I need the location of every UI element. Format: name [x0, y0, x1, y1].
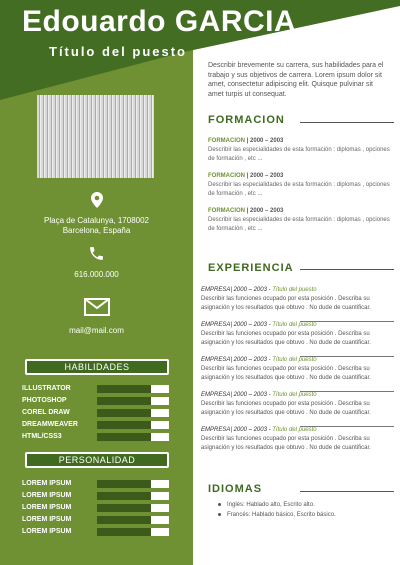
skill-level-fill [97, 421, 151, 429]
skill-level-fill [97, 516, 151, 524]
skill-level-fill [97, 492, 151, 500]
skill-row [22, 528, 170, 536]
experience-role: Título del puesto [272, 427, 317, 433]
skill-level-fill [97, 385, 151, 393]
address-line-1: Plaça de Catalunya, 1708002 [44, 216, 149, 225]
education-item [208, 172, 394, 199]
skill-name: PHOTOSHOP [22, 397, 67, 404]
language-text: Inglés: Hablado alto, Escrito alto. [227, 502, 315, 508]
education-years: 2000 – 2003 [250, 173, 284, 179]
experience-role: Título del puesto [272, 322, 317, 328]
experience-heading: EXPERIENCIA [208, 262, 294, 274]
education-title-line [208, 172, 394, 181]
skill-name: COREL DRAW [22, 409, 70, 416]
skill-level-fill [97, 409, 151, 417]
skill-name: LOREM IPSUM [22, 504, 72, 511]
education-separator: | [245, 138, 251, 144]
skill-row [22, 409, 170, 417]
experience-title-line [201, 356, 394, 365]
skill-level-bar [97, 480, 169, 488]
languages-heading: IDIOMAS [208, 483, 263, 495]
skill-row [22, 492, 170, 500]
education-item [208, 137, 394, 164]
experience-role: Título del puesto [272, 392, 317, 398]
skill-name: LOREM IPSUM [22, 492, 72, 499]
education-label: FORMACION [208, 138, 245, 144]
experience-company: EMPRESA| 2000 – 2003 - [201, 392, 273, 398]
experience-item [201, 391, 394, 418]
skill-level-fill [97, 433, 151, 441]
education-separator: | [245, 208, 251, 214]
language-item [218, 501, 315, 510]
skill-row [22, 480, 170, 488]
education-heading: FORMACION [208, 114, 285, 126]
skill-level-bar [97, 385, 169, 393]
education-description: Describir las especialidades de esta formación : diplomas , opciones de formación , etc ... [208, 182, 390, 197]
education-years: 2000 – 2003 [250, 138, 284, 144]
skill-name: ILLUSTRATOR [22, 385, 71, 392]
languages-divider [300, 491, 394, 492]
skill-row [22, 516, 170, 524]
education-years: 2000 – 2003 [250, 208, 284, 214]
address-line-2: Barcelona, España [62, 226, 131, 235]
experience-company: EMPRESA| 2000 – 2003 - [201, 357, 273, 363]
candidate-name: Edouardo GARCIA [22, 5, 297, 38]
skill-level-bar [97, 492, 169, 500]
skill-level-fill [97, 397, 151, 405]
skill-level-fill [97, 480, 151, 488]
bullet-icon [218, 513, 221, 516]
personality-heading: PERSONALIDAD [25, 452, 169, 468]
skill-row [22, 397, 170, 405]
experience-item [201, 286, 394, 313]
skill-name: HTML/CSS3 [22, 433, 62, 440]
location-pin-icon [0, 192, 193, 213]
skill-level-bar [97, 504, 169, 512]
skill-level-bar [97, 397, 169, 405]
experience-title-line [201, 286, 394, 295]
skill-row [22, 385, 170, 393]
education-item [208, 207, 394, 234]
skill-row [22, 504, 170, 512]
education-divider [300, 122, 394, 123]
skill-level-bar [97, 528, 169, 536]
phone-number: 616.000.000 [74, 270, 119, 279]
bullet-icon [218, 503, 221, 506]
experience-company: EMPRESA| 2000 – 2003 - [201, 287, 273, 293]
experience-company: EMPRESA| 2000 – 2003 - [201, 322, 273, 328]
experience-item [201, 356, 394, 383]
education-label: FORMACION [208, 208, 245, 214]
experience-description: Describir las funciones ocupado por esta posición . Describa su asignación y los resultados que obtuvo . No dude de cuantificar. [201, 401, 371, 416]
experience-role: Título del puesto [272, 357, 317, 363]
education-title-line [208, 137, 394, 146]
experience-item [201, 426, 394, 453]
skill-level-bar [97, 433, 169, 441]
email-address: mail@mail.com [69, 326, 124, 335]
skill-level-bar [97, 409, 169, 417]
experience-description: Describir las funciones ocupado por esta posición . Describa su asignación y los resultados que obtuvo . No dude de cuantificar. [201, 331, 371, 346]
skill-level-fill [97, 528, 151, 536]
envelope-icon [0, 298, 193, 321]
skill-name: LOREM IPSUM [22, 516, 72, 523]
phone-icon [0, 245, 193, 267]
skill-name: LOREM IPSUM [22, 528, 72, 535]
experience-role: Título del puesto [272, 287, 317, 293]
experience-title-line [201, 426, 394, 435]
experience-description: Describir las funciones ocupado por esta posición . Describa su asignación y los resultados que obtuvo . No dude de cuantificar. [201, 366, 371, 381]
skill-level-bar [97, 516, 169, 524]
experience-item [201, 321, 394, 348]
job-title: Título del puesto [49, 44, 187, 59]
experience-description: Describir las funciones ocupado por esta posición . Describa su asignación y los resultados que obtuvo . No dude de cuantificar. [201, 296, 371, 311]
education-description: Describir las especialidades de esta formación : diplomas , opciones de formación , etc ... [208, 147, 390, 162]
skill-level-bar [97, 421, 169, 429]
skill-level-fill [97, 504, 151, 512]
education-description: Describir las especialidades de esta formación : diplomas , opciones de formación , etc ... [208, 217, 390, 232]
experience-description: Describir las funciones ocupado por esta posición . Describa su asignación y los resultados que obtuvo . No dude de cuantificar. [201, 436, 371, 451]
skills-heading: HABILIDADES [25, 359, 169, 375]
experience-title-line [201, 391, 394, 400]
skill-name: LOREM IPSUM [22, 480, 72, 487]
skill-name: DREAMWEAVER [22, 421, 78, 428]
education-label: FORMACION [208, 173, 245, 179]
education-title-line [208, 207, 394, 216]
education-separator: | [245, 173, 251, 179]
skill-row [22, 433, 170, 441]
profile-summary: Describir brevemente su carrera, sus habilidades para el trabajo y sus objetivos de carrera. Lorem ipsum dolor sit amet, consectetur adipiscing elit. Quisque pulvinar sit amet turpis ut consequat. [208, 62, 384, 98]
experience-divider [300, 269, 394, 270]
experience-title-line [201, 321, 394, 330]
experience-company: EMPRESA| 2000 – 2003 - [201, 427, 273, 433]
skill-row [22, 421, 170, 429]
language-item [218, 511, 336, 520]
profile-photo-placeholder [37, 95, 154, 178]
language-text: Francés: Hablado básico, Escrito básico. [227, 512, 336, 518]
